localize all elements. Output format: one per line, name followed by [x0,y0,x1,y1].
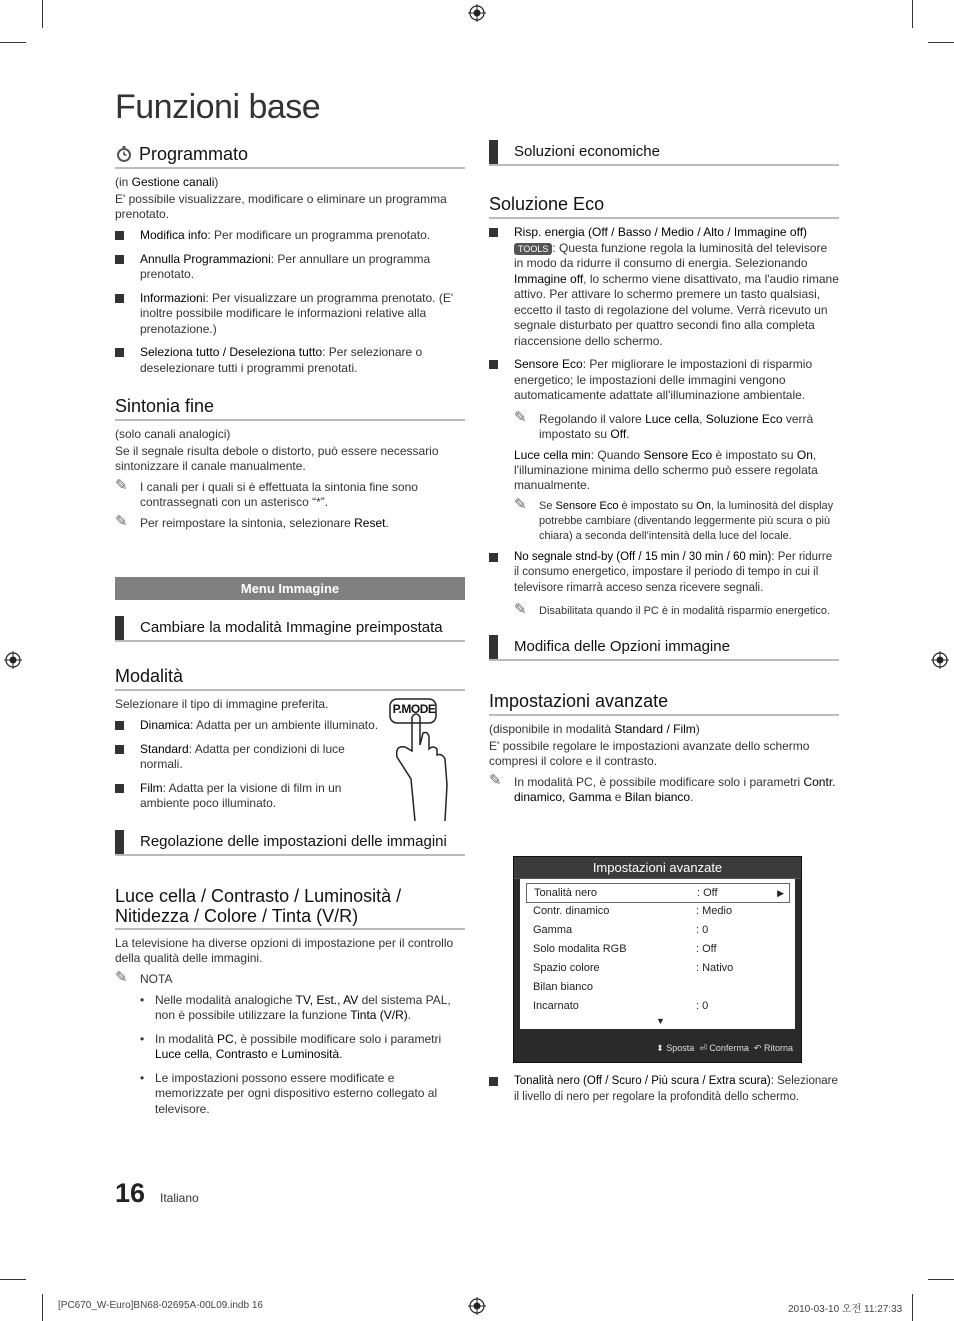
section-heading-avanzate: Impostazioni avanzate [489,691,839,716]
crop-mark [0,1279,26,1280]
context-note: (disponibile in modalità Standard / Film) [489,722,700,736]
crop-mark [928,1279,954,1280]
crop-mark [928,42,954,43]
list-item: Tonalità nero (Off / Scuro / Più scura / Extra scura): Selezionare il livello di nero per regolare la profondità dello schermo. [489,1074,839,1105]
crop-mark [912,0,913,28]
list-item: Standard: Adatta per condizioni di luce normali. [115,742,360,773]
tools-button-icon: TOOLS [514,243,552,255]
osd-menu-advanced-settings [513,856,802,1063]
paragraph: E' possibile visualizzare, modificare o eliminare un programma prenotato. [115,192,447,221]
section-heading-modalita: Modalità [115,666,465,691]
pencil-icon: ✎ [489,772,502,789]
subsection-bar: Modifica delle Opzioni immagine [489,635,839,661]
note: ✎ I canali per i quali si è effettuata la sintonia fine sono contrassegnati con un asterisco “*”. [115,477,418,509]
list-item: Risp. energia (Off / Basso / Medio / Alto / Immagine off) TOOLS : Questa funzione regola la luminosità del televisore in modo da ridurre il consumo di energia. Selezionando Immagine off, lo schermo viene disattivato, ma l'audio rimane attivo. Per attivare lo schermo premere un tasto qualsiasi, eccetto il tasto di regolazione del volume. Verrà ricevuto un segnale disturbato per quattro secondi fino alla completa riaccensione dello schermo. [489,225,839,349]
crop-mark [0,42,26,43]
context-note: (solo canali analogici) [115,427,231,441]
note: ✎ NOTA [115,968,173,986]
footer-date: 2010-03-10 오전 11:27:33 [788,1304,903,1315]
pencil-icon: ✎ [514,495,527,513]
pencil-icon: ✎ [514,601,527,618]
osd-row[interactable]: Gamma : 0 [533,924,709,936]
section-heading-luce: Luce cella / Contrasto / Luminosità / Nitidezza / Colore / Tinta (V/R) [115,886,465,930]
note: ✎ Disabilitata quando il PC è in modalità risparmio energetico. [514,601,831,618]
pencil-icon: ✎ [514,408,527,426]
registration-mark-icon [468,4,486,22]
list-item: Modifica info: Per modificare un programma prenotato. [115,228,465,244]
pencil-icon: ✎ [115,477,128,494]
crop-mark [42,1294,43,1321]
paragraph: E' possibile regolare le impostazioni avanzate dello schermo compresi il colore e il contrasto. [489,739,810,768]
page-number: 16 [115,1178,146,1208]
page-title: Funzioni base [115,88,321,126]
list-item: Annulla Programmazioni: Per annullare un programma prenotato. [115,252,465,283]
registration-mark-icon [468,1297,486,1315]
right-column [489,138,839,811]
registration-mark-icon [931,651,949,669]
note: ✎ Per reimpostare la sintonia, selezionare Reset. [115,513,389,530]
osd-row[interactable]: Solo modalita RGB : Off [533,943,717,955]
arrow-right-icon: ▶ [777,888,784,898]
list-item: No segnale stnd-by (Off / 15 min / 30 min / 60 min): Per ridurre il consumo energetico, impostare il periodo di tempo in cui il televisore rimarrà acceso senza ricevere segnali. [489,550,839,597]
right-column-tail [489,1074,839,1113]
registration-mark-icon [4,651,22,669]
list-item: Film: Adatta per la visione di film in un ambiente poco illuminato. [115,781,360,812]
section-title: Programmato [139,144,249,164]
footer-file: [PC670_W-Euro]BN68-02695A-00L09.indb 16 [58,1300,263,1311]
list-item: Seleziona tutto / Deseleziona tutto: Per selezionare o deselezionare tutti i programmi prenotati. [115,345,465,376]
crop-mark [912,1294,913,1321]
osd-row[interactable]: Incarnato : 0 [533,1000,709,1012]
osd-row[interactable]: Spazio colore : Nativo [533,962,734,974]
section-heading-eco: Soluzione Eco [489,194,839,219]
note: ✎ Se Sensore Eco è impostato su On, la luminosità del display potrebbe cambiare (diventando leggermente più scura o più chiara) a seconda dell'intensità della luce del locale. [514,495,834,542]
pencil-icon: ✎ [115,513,128,530]
pencil-icon: ✎ [115,968,128,986]
bullet-item: • In modalità PC, è possibile modificare solo i parametri Luce cella, Contrasto e Luminosità. [140,1031,442,1061]
note: ✎ In modalità PC, è possibile modificare solo i parametri Contr. dinamico, Gamma e Bilan bianco. [489,772,836,804]
paragraph: Luce cella min: Quando Sensore Eco è impostato su On, l'illuminazione minima dello schermo può essere regolata manualmente. [514,447,818,492]
pmode-button-label: P.MODE [392,702,436,716]
bullet-item: • Le impostazioni possono essere modificate e memorizzate per ogni dispositivo esterno collegato al televisore. [140,1070,438,1116]
paragraph: La televisione ha diverse opzioni di impostazione per il controllo della qualità delle immagini. [115,935,454,965]
menu-immagine-bar: Menu Immagine [115,577,465,600]
paragraph: Se il segnale risulta debole o distorto, può essere necessario sintonizzare il canale manualmente. [115,444,439,473]
subsection-bar: Soluzioni economiche [489,140,839,166]
section-heading-programmato [115,144,465,169]
note: ✎ Regolando il valore Luce cella, Soluzione Eco verrà impostato su Off. [514,408,814,441]
language-label: Italiano [160,1191,199,1205]
context-note: (in Gestione canali) [115,175,219,189]
subsection-bar: Regolazione delle impostazioni delle immagini [115,830,465,856]
osd-row[interactable]: Contr. dinamico : Medio [533,905,733,917]
return-icon: ↶ [753,1043,762,1053]
updown-icon: ⬍ [656,1043,664,1053]
section-heading-sintonia: Sintonia fine [115,396,465,421]
paragraph: Selezionare il tipo di immagine preferita. [115,697,329,711]
osd-title: Impostazioni avanzate [514,857,801,879]
subsection-bar: Cambiare la modalità Immagine preimpostata [115,616,465,642]
osd-footer: ⬍ Sposta ⏎ Conferma ↶ Ritorna [656,1043,793,1053]
bullet-item: • Nelle modalità analogiche TV, Est., AV del sistema PAL, non è possibile utilizzare la funzione Tinta (V/R). [140,992,451,1022]
clock-icon [115,145,133,163]
list-item: Informazioni: Per visualizzare un programma prenotato. (E' inoltre possibile modificare le informazioni relative alla prenotazione.) [115,291,465,338]
crop-mark [42,0,43,28]
list-item: Dinamica: Adatta per un ambiente illuminato. [115,718,380,734]
scroll-down-icon: ▼ [656,1016,665,1026]
osd-row[interactable]: Bilan bianco [533,981,593,993]
left-column [115,140,465,1125]
osd-panel [520,879,795,1029]
osd-row[interactable]: Tonalità nero : Off ▶ [526,883,790,903]
list-item: Sensore Eco: Per migliorare le impostazioni di risparmio energetico; le impostazioni delle immagini vengono automaticamente adattate all'illuminazione ambientale. [489,357,839,404]
enter-icon: ⏎ [699,1043,707,1053]
